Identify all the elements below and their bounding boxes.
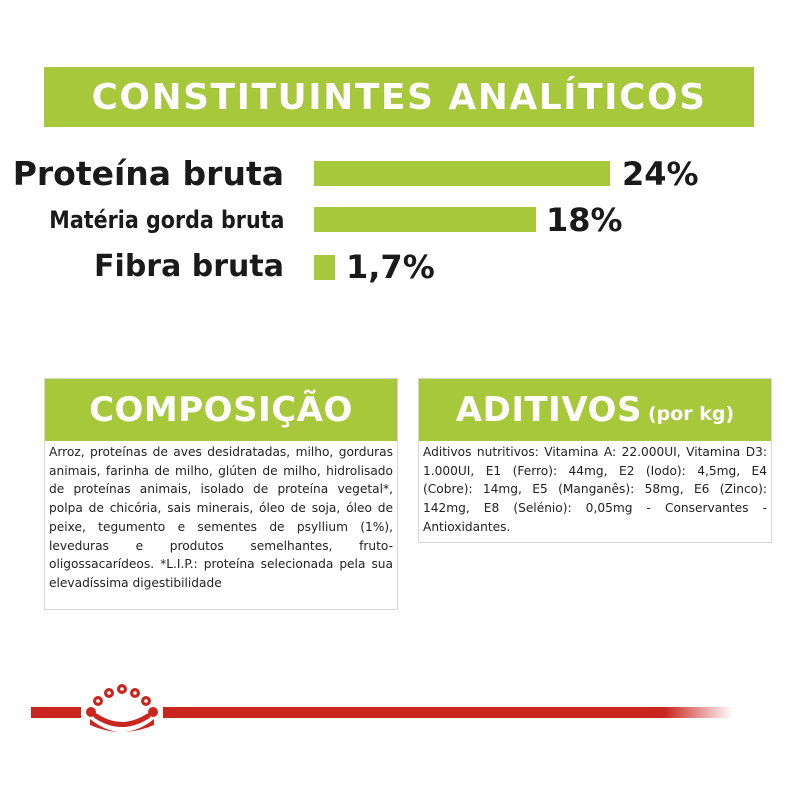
page-title: CONSTITUINTES ANALÍTICOS (91, 76, 707, 118)
nutrient-value: 24% (622, 155, 699, 193)
nutrient-bar-fat (314, 207, 536, 232)
nutrient-value: 1,7% (346, 248, 435, 286)
nutrient-bar-fiber (314, 255, 335, 280)
additives-section (418, 378, 772, 543)
nutrient-row-fiber (40, 249, 284, 285)
composition-heading (45, 379, 397, 441)
nutrient-value: 18% (546, 201, 623, 239)
nutrient-label: Proteína bruta (12, 154, 284, 193)
nutrient-row-protein (12, 154, 284, 193)
additives-title: ADITIVOS (455, 390, 642, 430)
composition-section (44, 378, 398, 610)
royal-canin-crown-icon (82, 683, 162, 737)
additives-unit: (por kg) (647, 403, 735, 425)
additives-heading (419, 379, 771, 441)
title-banner (44, 67, 754, 127)
additives-text: Aditivos nutritivos: Vitamina A: 22.000UI, Vitamina D3: 1.000UI, E1 (Ferro): 44mg, E2 (Iodo): 4,5mg, E4 (Cobre): 14mg, E5 (Manganês): 58mg, E6 (Zinco): 142mg, E8 (Selénio): 0,05mg - Conservantes - Antioxidantes. (423, 445, 767, 534)
composition-text: Arroz, proteínas de aves desidratadas, milho, gorduras animais, farinha de milho, glúten de milho, hidrolisado de proteínas animais, isolado de proteína vegetal*, polpa de chicória, sais minerais, óleo de soja, óleo de peixe, tegumento e sementes de psyllium (1%), leveduras e produtos semelhantes, fruto-oligossacarídeos. *L.I.P.: proteína selecionada pela sua elevadíssima digestibilidade (49, 445, 393, 590)
nutrient-bar-protein (314, 161, 610, 186)
footer-line-left (31, 707, 81, 718)
footer-line-right (163, 707, 733, 718)
nutrient-label: Fibra bruta (94, 249, 284, 284)
nutrient-row-fat (40, 202, 284, 238)
nutrient-label: Matéria gorda bruta (48, 206, 284, 234)
composition-title: COMPOSIÇÃO (89, 390, 353, 430)
